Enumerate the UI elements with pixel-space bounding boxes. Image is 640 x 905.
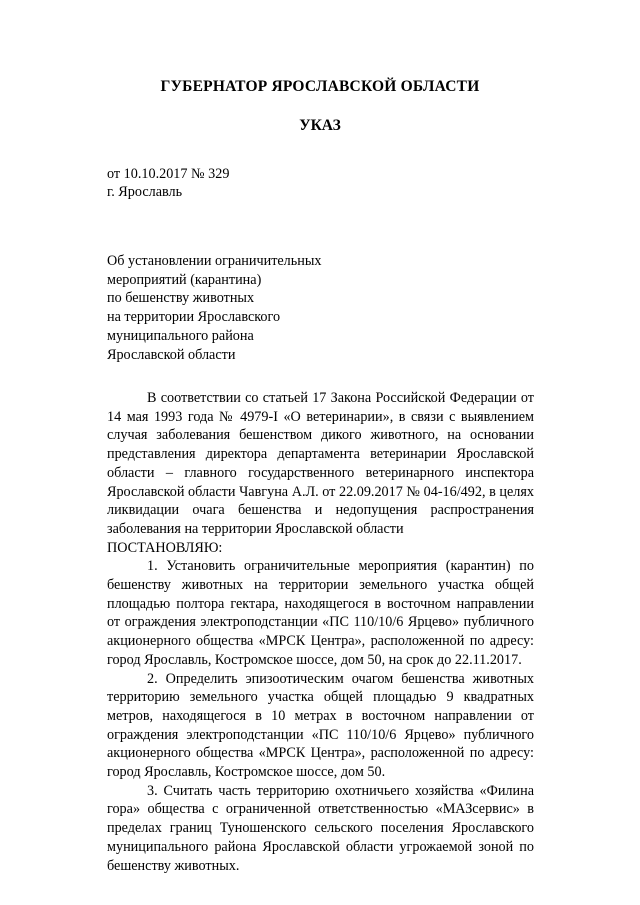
subject-line: на территории Ярославского: [107, 309, 281, 326]
item-paragraph-2: 2. Определить эпизоотическим очагом бешенства животных территорию земельного участка общей площадью 9 квадратных метров, находящегося в 10 метрах в восточном направлении от ограждения электроподстанции «ПС 110/10/6 Ярцево» публичного акционерного общества «МРСК Центра», расположенной по адресу: город Ярославль, Костромское шоссе, дом 50.: [107, 670, 534, 781]
subject-line: Ярославской области: [107, 346, 236, 363]
subject-line: Об установлении ограничительных: [107, 253, 322, 269]
place-of-issue: г. Ярославль: [107, 184, 183, 200]
document-subject: [107, 252, 321, 364]
item-paragraph-1: 1. Установить ограничительные мероприятия (карантин) по бешенству животных на территории земельного участка общей площадью полтора гектара, находящегося в восточном направлении от ограждения электроподстанции «ПС 110/10/6 Ярцево» публичного акционерного общества «МРСК Центра», расположенной по адресу: город Ярославль, Костромское шоссе, дом 50, на срок до 22.11.2017.: [107, 558, 534, 668]
document-body: [107, 389, 534, 875]
decree-word: ПОСТАНОВЛЯЮ:: [107, 539, 223, 556]
subject-line: по бешенству животных: [107, 290, 255, 307]
issuing-authority: ГУБЕРНАТОР ЯРОСЛАВСКОЙ ОБЛАСТИ: [160, 78, 480, 95]
subject-line: мероприятий (карантина): [107, 271, 262, 288]
date-and-number: от 10.10.2017 № 329: [107, 166, 230, 182]
document-type: УКАЗ: [299, 117, 341, 134]
subject-line: муниципального района: [107, 327, 254, 344]
preamble-paragraph: В соответствии со статьей 17 Закона Российской Федерации от 14 мая 1993 года № 4979-I «О ветеринарии», в связи с выявлением случая заболевания бешенством дикого животного, на основании представления директора департамента ветеринарии Ярославской области – главного государственного ветеринарного инспектора Ярославской области Чавгуна А.Л. от 22.09.2017 № 04-16/492, в целях ликвидации очага бешенства и недопущения распространения заболевания на территории Ярославской области: [107, 390, 534, 537]
item-paragraph-3: 3. Считать часть территорию охотничьего хозяйства «Филина гора» общества с ограниченной ответственностью «МАЗсервис» в пределах границ Туношенского сельского поселения Ярославского муниципального района Ярославской области угрожаемой зоной по бешенству животных.: [107, 782, 534, 874]
